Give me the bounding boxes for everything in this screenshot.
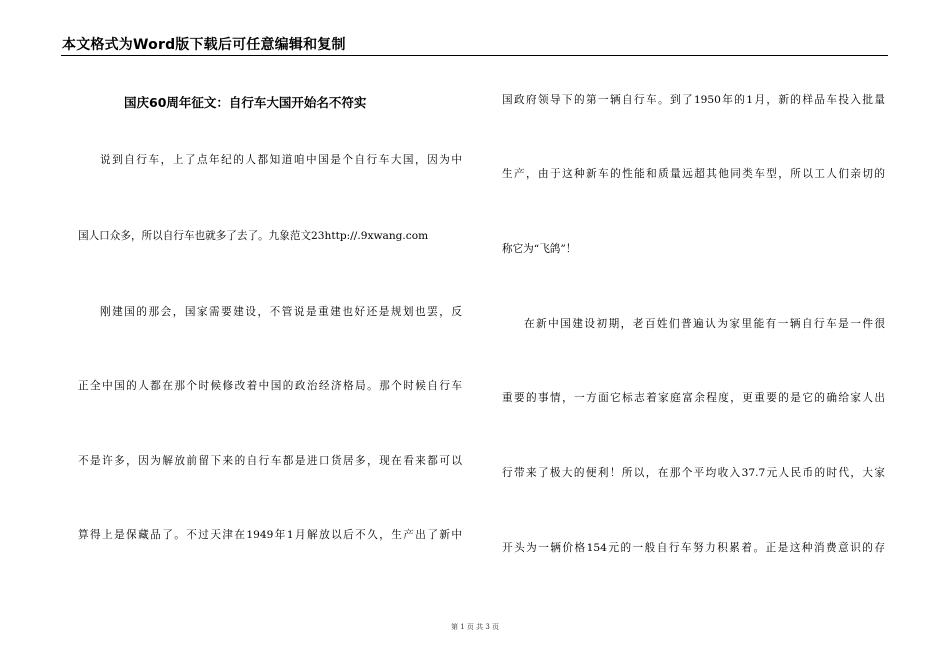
paragraph-line: 开头为一辆价格154元的一般自行车努力积累着。正是这种消费意识的存: [502, 542, 885, 554]
document-header-title: 本文格式为Word版下载后可任意编辑和复制: [62, 37, 346, 53]
paragraph-line: 正全中国的人都在那个时候修改着中国的政治经济格局。那个时候自行车: [78, 380, 462, 392]
paragraph-line: 生产，由于这种新车的性能和质量远超其他同类车型，所以工人们亲切的: [502, 168, 885, 180]
paragraph-line: 刚建国的那会，国家需要建设，不管说是重建也好还是规划也罢，反: [100, 306, 462, 318]
paragraph-line: 国人口众多，所以自行车也就多了去了。九象范文23http://.9xwang.com: [78, 230, 429, 242]
paragraph-line: 在新中国建设初期，老百姓们普遍认为家里能有一辆自行车是一件很: [524, 318, 885, 330]
paragraph-line: 国政府领导下的第一辆自行车。到了1950年的1月，新的样品车投入批量: [502, 94, 885, 106]
paragraph-line: 行带来了极大的便利！所以，在那个平均收入37.7元人民币的时代，大家: [502, 467, 885, 479]
paragraph-line: 称它为“飞鸽”！: [502, 243, 577, 255]
article-title: 国庆60周年征文：自行车大国开始名不符实: [124, 95, 367, 110]
paragraph-line: 算得上是保藏品了。不过天津在1949年1月解放以后不久，生产出了新中: [78, 529, 462, 541]
paragraph-line: 说到自行车，上了点年纪的人都知道咱中国是个自行车大国，因为中: [100, 154, 462, 166]
paragraph-line: 不是许多，因为解放前留下来的自行车都是进口货居多，现在看来都可以: [78, 455, 462, 467]
page-number-footer: 第 1 页 共 3 页: [450, 623, 500, 631]
paragraph-line: 重要的事情，一方面它标志着家庭富余程度，更重要的是它的确给家人出: [502, 392, 885, 404]
header-divider: [61, 55, 888, 56]
